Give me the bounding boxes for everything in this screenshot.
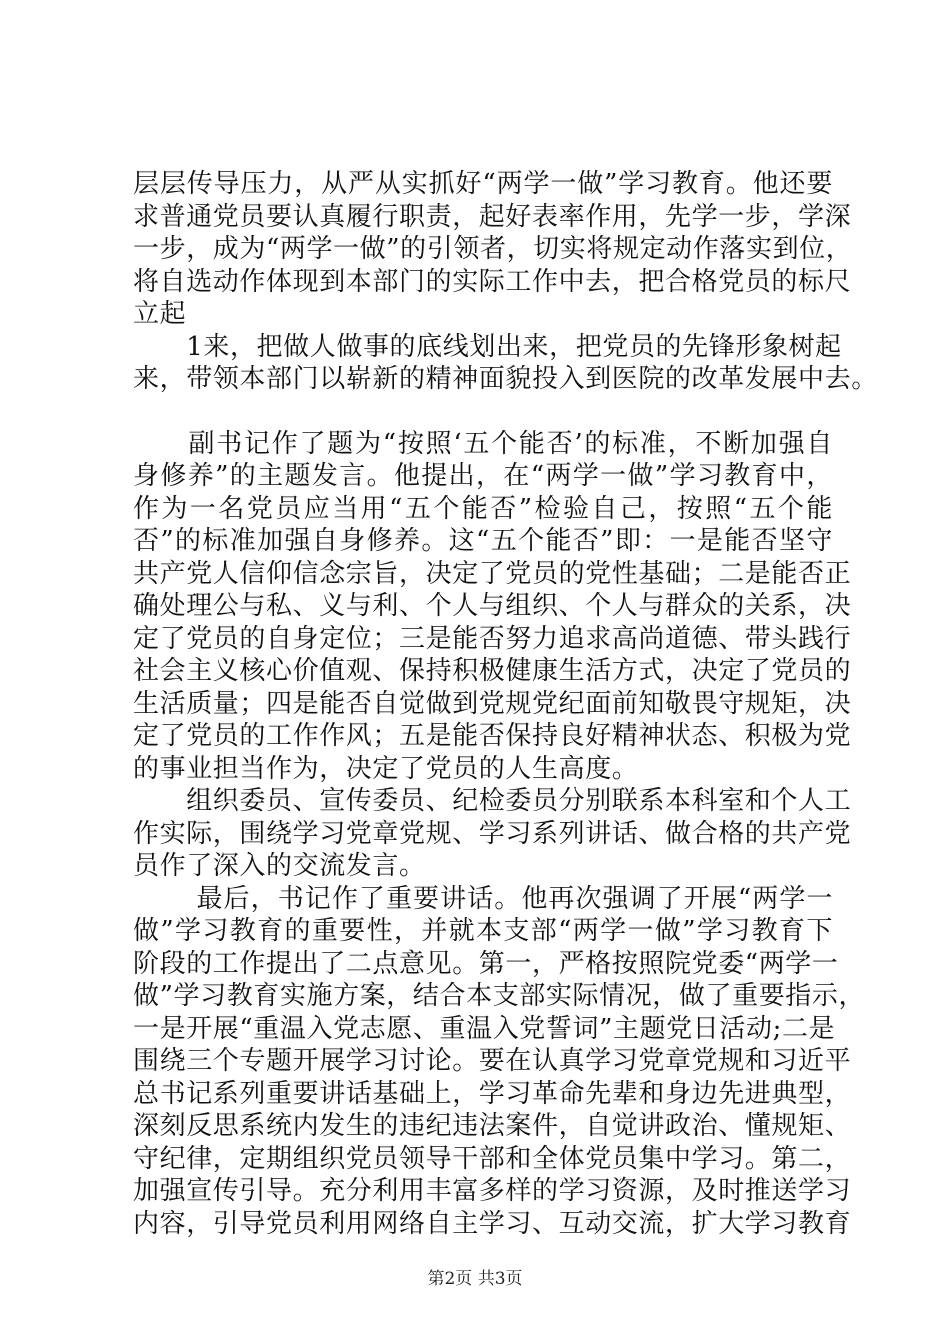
text-line: 总书记系列重要讲话基础上，学习革命先辈和身边先进典型， bbox=[133, 1078, 852, 1109]
paragraph-block-2 bbox=[133, 331, 878, 396]
text-line: 组织委员、宣传委员、纪检委员分别联系本科室和个人工 bbox=[133, 786, 852, 816]
text-line: 做”学习教育实施方案，结合本支部实际情况，做了重要指示， bbox=[133, 981, 866, 1011]
text-line: 来，带领本部门以崭新的精神面貌投入到医院的改革发展中去。 bbox=[133, 364, 878, 394]
text-line: 否”的标准加强自身修养。这“五个能否”即：一是能否坚守 bbox=[133, 526, 833, 556]
text-line: 阶段的工作提出了二点意见。第一，严格按照院党委“两学一 bbox=[133, 948, 839, 979]
text-line: 作为一名党员应当用“五个能否”检验自己，按照“五个能 bbox=[133, 493, 833, 524]
text-line: 深刻反思系统内发生的违纪违法案件，自觉讲政治、懂规矩、 bbox=[133, 1111, 852, 1141]
text-line: 最后，书记作了重要讲话。他再次强调了开展“两学一 bbox=[133, 883, 833, 914]
text-line: 副书记作了题为“按照‘五个能否’的标准，不断加强自 bbox=[133, 428, 833, 459]
text-line: 1来，把做人做事的底线划出来，把党员的先锋形象树起 bbox=[133, 331, 842, 362]
paragraph-block-3 bbox=[133, 428, 866, 1241]
text-line: 一是开展“重温入党志愿、重温入党誓词”主题党日活动;二是 bbox=[133, 1013, 836, 1044]
text-line: 定了党员的自身定位；三是能否努力追求高尚道德、带头践行 bbox=[133, 623, 852, 654]
document-body bbox=[133, 168, 878, 1240]
text-line: 定了党员的工作作风；五是能否保持良好精神状态、积极为党 bbox=[133, 721, 852, 751]
text-line: 内容，引导党员利用网络自主学习、互动交流，扩大学习教育 bbox=[133, 1208, 852, 1239]
text-line: 作实际，围绕学习党章党规、学习系列讲话、做合格的共产党 bbox=[133, 818, 852, 849]
paragraph-block-1 bbox=[133, 168, 853, 331]
text-line: 守纪律，定期组织党员领导干部和全体党员集中学习。第二， bbox=[133, 1143, 852, 1174]
text-line: 共产党人信仰信念宗旨，决定了党员的党性基础；二是能否正 bbox=[133, 558, 852, 589]
text-line: 将自选动作体现到本部门的实际工作中去，把合格党员的标尺 bbox=[133, 266, 852, 297]
text-line: 社会主义核心价值观、保持积极健康生活方式，决定了党员的 bbox=[133, 656, 852, 686]
text-line: 加强宣传引导。充分利用丰富多样的学习资源，及时推送学习 bbox=[133, 1176, 852, 1206]
text-line: 一步，成为“两学一做”的引领者，切实将规定动作落实到位， bbox=[133, 234, 853, 264]
paragraph-spacer bbox=[133, 396, 833, 428]
text-line: 员作了深入的交流发言。 bbox=[133, 851, 426, 881]
text-line: 身修养”的主题发言。他提出，在“两学一做”学习教育中， bbox=[133, 461, 833, 491]
page-footer: 第2页 共3页 bbox=[427, 1269, 523, 1289]
text-line: 做”学习教育的重要性，并就本支部“两学一做”学习教育下 bbox=[133, 916, 833, 946]
text-line: 立起 bbox=[133, 299, 187, 329]
text-line: 围绕三个专题开展学习讨论。要在认真学习党章党规和习近平 bbox=[133, 1046, 852, 1076]
text-line: 层层传导压力，从严从实抓好“两学一做”学习教育。他还要 bbox=[133, 169, 833, 199]
text-line: 求普通党员要认真履行职责，起好表率作用，先学一步，学深 bbox=[133, 201, 852, 232]
text-line: 的事业担当作为，决定了党员的人生高度。 bbox=[133, 753, 639, 784]
text-line: 生活质量；四是能否自觉做到党规党纪面前知敬畏守规矩，决 bbox=[133, 688, 852, 719]
text-line: 确处理公与私、义与利、个人与组织、个人与群众的关系，决 bbox=[133, 591, 852, 621]
